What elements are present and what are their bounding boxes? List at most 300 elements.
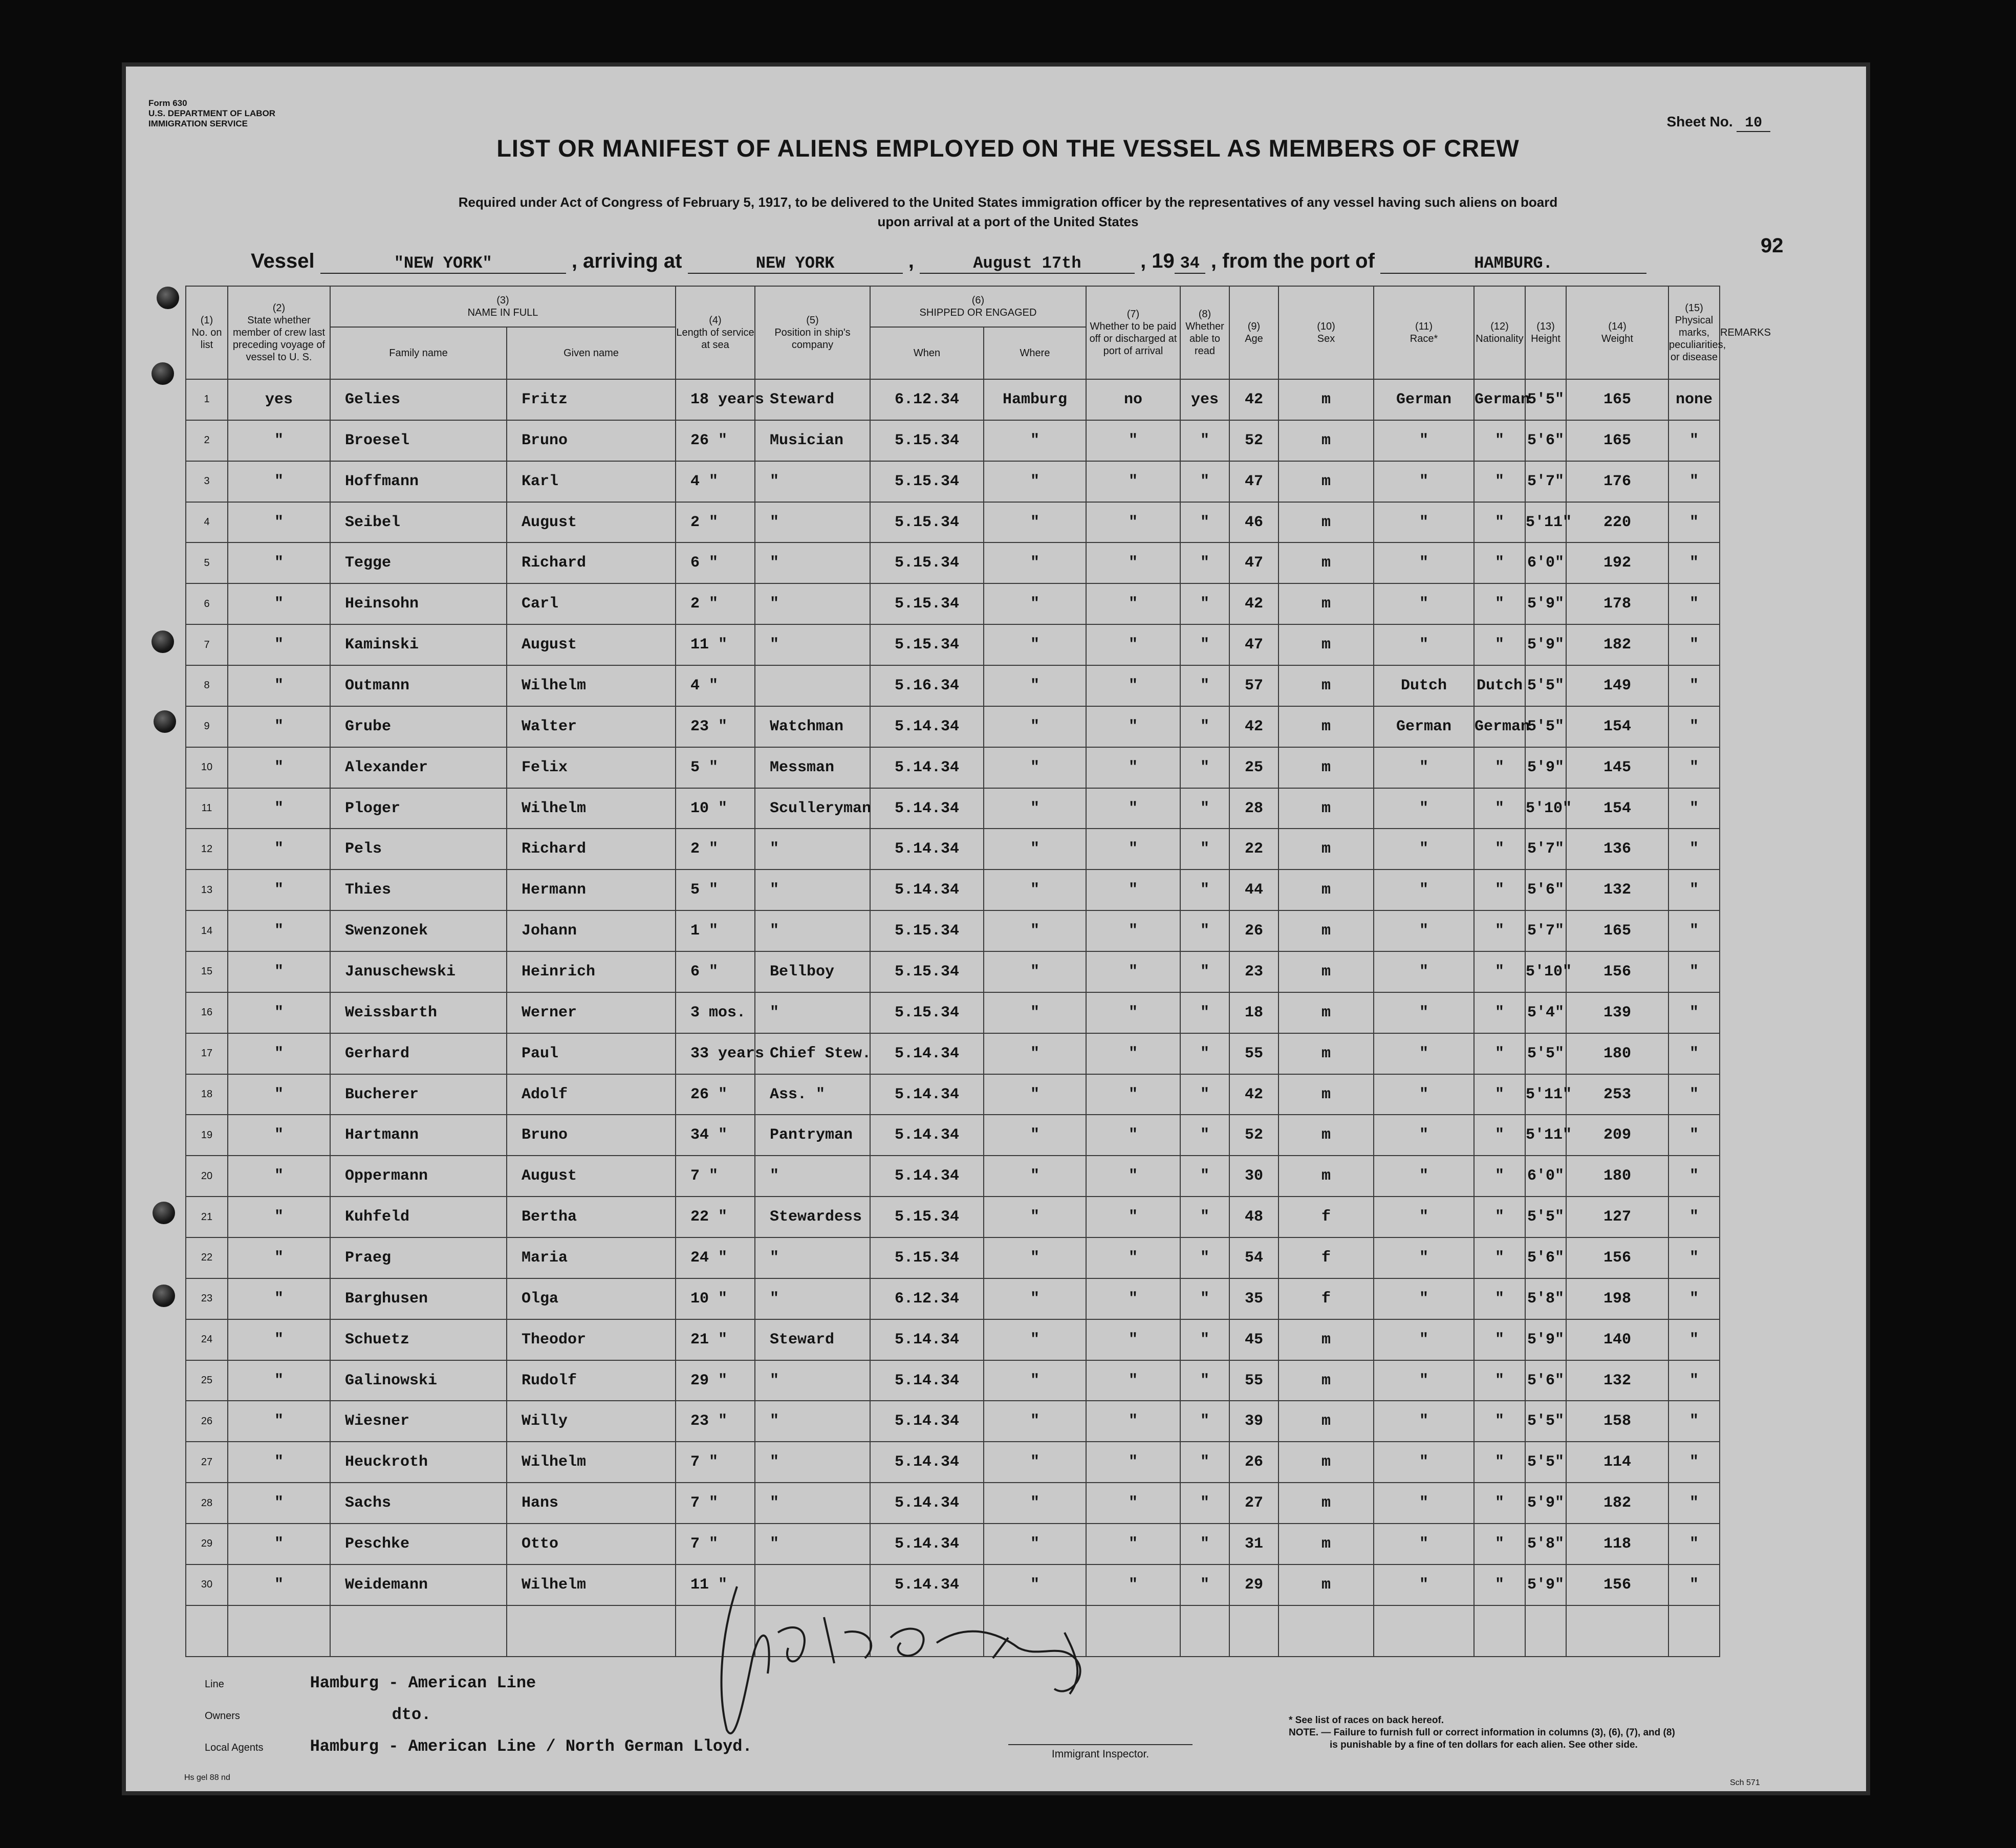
- length-of-service-cell: 26 ": [676, 1074, 755, 1115]
- physical-marks-cell: ": [1668, 788, 1720, 829]
- form-number: Form 630: [148, 98, 187, 108]
- position-cell: ": [755, 869, 870, 910]
- paid-off-cell: ": [1086, 420, 1180, 461]
- length-of-service-cell: 33 years: [676, 1033, 755, 1074]
- family-name-cell: Hartmann: [330, 1115, 507, 1156]
- blank-cell: [1474, 1605, 1525, 1657]
- table-row: [186, 992, 1720, 1033]
- race-cell: ": [1374, 1156, 1474, 1197]
- family-name-cell: Sachs: [330, 1483, 507, 1524]
- race-cell: ": [1374, 747, 1474, 788]
- paid-off-cell: ": [1086, 1524, 1180, 1564]
- shipped-when-cell: 5.15.34: [870, 502, 984, 543]
- position-cell: ": [755, 992, 870, 1033]
- col-header-service: (4) Length of service at sea: [676, 286, 755, 379]
- row-number-cell: 6: [186, 583, 228, 624]
- given-name-cell: Karl: [507, 461, 676, 502]
- height-cell: 5'6": [1525, 1237, 1566, 1278]
- blank-cell: [1525, 1605, 1566, 1657]
- col-header-where: Where: [984, 327, 1086, 379]
- shipped-where-cell: ": [984, 461, 1086, 502]
- table-row: [186, 624, 1720, 665]
- nationality-cell: ": [1474, 1524, 1525, 1564]
- weight-cell: 114: [1566, 1442, 1668, 1483]
- previous-voyage-cell: ": [228, 1360, 330, 1401]
- shipped-where-cell: ": [984, 1401, 1086, 1442]
- length-of-service-cell: 11 ": [676, 1564, 755, 1605]
- family-name-cell: Swenzonek: [330, 910, 507, 951]
- sex-cell: m: [1278, 583, 1374, 624]
- height-cell: 5'8": [1525, 1524, 1566, 1564]
- sex-cell: m: [1278, 1074, 1374, 1115]
- col-header-previous-voyage: (2) State whether member of crew last preceding voyage of vessel to U. S.: [228, 286, 330, 379]
- row-number-cell: 8: [186, 665, 228, 706]
- col-header-position: (5) Position in ship's company: [755, 286, 870, 379]
- row-number-cell: 24: [186, 1319, 228, 1360]
- able-to-read-cell: ": [1180, 420, 1229, 461]
- paid-off-cell: ": [1086, 747, 1180, 788]
- given-name-cell: Walter: [507, 706, 676, 747]
- race-cell: German: [1374, 379, 1474, 420]
- able-to-read-cell: yes: [1180, 379, 1229, 420]
- height-cell: 5'5": [1525, 1401, 1566, 1442]
- sex-cell: m: [1278, 788, 1374, 829]
- length-of-service-cell: 11 ": [676, 624, 755, 665]
- crew-rows: [186, 379, 1720, 1657]
- sex-cell: m: [1278, 910, 1374, 951]
- row-number-cell: 18: [186, 1074, 228, 1115]
- col-header-number: (1) No. on list: [186, 286, 228, 379]
- race-cell: ": [1374, 542, 1474, 583]
- age-cell: 55: [1229, 1033, 1278, 1074]
- shipped-where-cell: ": [984, 542, 1086, 583]
- able-to-read-cell: ": [1180, 1524, 1229, 1564]
- nationality-cell: ": [1474, 788, 1525, 829]
- shipped-when-cell: 5.16.34: [870, 665, 984, 706]
- table-row: [186, 379, 1720, 420]
- shipped-when-cell: 5.15.34: [870, 910, 984, 951]
- physical-marks-cell: ": [1668, 1074, 1720, 1115]
- table-row: [186, 1442, 1720, 1483]
- binder-hole: [154, 710, 176, 733]
- shipped-when-cell: 5.14.34: [870, 747, 984, 788]
- age-cell: 39: [1229, 1401, 1278, 1442]
- length-of-service-cell: 7 ": [676, 1483, 755, 1524]
- weight-cell: 118: [1566, 1524, 1668, 1564]
- age-cell: 42: [1229, 379, 1278, 420]
- able-to-read-cell: ": [1180, 829, 1229, 869]
- nationality-cell: ": [1474, 1074, 1525, 1115]
- length-of-service-cell: 7 ": [676, 1524, 755, 1564]
- shipped-when-cell: 5.15.34: [870, 542, 984, 583]
- col-header-read: (8) Whether able to read: [1180, 286, 1229, 379]
- form-identifier: [148, 98, 275, 129]
- race-cell: Dutch: [1374, 665, 1474, 706]
- nationality-cell: ": [1474, 502, 1525, 543]
- col-header-race: (11) Race*: [1374, 286, 1474, 379]
- physical-marks-cell: ": [1668, 992, 1720, 1033]
- previous-voyage-cell: ": [228, 583, 330, 624]
- given-name-cell: Hans: [507, 1483, 676, 1524]
- shipped-when-cell: 5.14.34: [870, 1564, 984, 1605]
- length-of-service-cell: 6 ": [676, 951, 755, 992]
- col-header-age: (9) Age: [1229, 286, 1278, 379]
- table-row: [186, 420, 1720, 461]
- owners-value: dto.: [392, 1705, 431, 1724]
- height-cell: 5'5": [1525, 1033, 1566, 1074]
- sex-cell: m: [1278, 1524, 1374, 1564]
- able-to-read-cell: ": [1180, 788, 1229, 829]
- vessel-line: Vessel "NEW YORK" , arriving at NEW YORK , August 17th , 19 34 , from the port of HAMBURG.: [251, 250, 1646, 274]
- given-name-cell: Theodor: [507, 1319, 676, 1360]
- shipped-where-cell: ": [984, 869, 1086, 910]
- shipped-where-cell: ": [984, 624, 1086, 665]
- previous-voyage-cell: ": [228, 1156, 330, 1197]
- crew-manifest-table: [185, 286, 1726, 1657]
- shipped-where-cell: ": [984, 583, 1086, 624]
- length-of-service-cell: 4 ": [676, 461, 755, 502]
- length-of-service-cell: 24 ": [676, 1237, 755, 1278]
- nationality-cell: ": [1474, 1197, 1525, 1237]
- given-name-cell: Felix: [507, 747, 676, 788]
- nationality-cell: ": [1474, 542, 1525, 583]
- height-cell: 5'10": [1525, 951, 1566, 992]
- sex-cell: m: [1278, 1483, 1374, 1524]
- height-cell: 6'0": [1525, 1156, 1566, 1197]
- age-cell: 22: [1229, 829, 1278, 869]
- col-header-shipped: (6) SHIPPED OR ENGAGED: [870, 286, 1086, 327]
- given-name-cell: Johann: [507, 910, 676, 951]
- paid-off-cell: ": [1086, 706, 1180, 747]
- previous-voyage-cell: ": [228, 1197, 330, 1237]
- shipped-when-cell: 5.14.34: [870, 1033, 984, 1074]
- able-to-read-cell: ": [1180, 1360, 1229, 1401]
- year-prefix: , 19: [1140, 250, 1175, 272]
- family-name-cell: Thies: [330, 869, 507, 910]
- table-row: [186, 829, 1720, 869]
- sex-cell: m: [1278, 1401, 1374, 1442]
- physical-marks-cell: ": [1668, 747, 1720, 788]
- blank-cell: [330, 1605, 507, 1657]
- row-number-cell: 7: [186, 624, 228, 665]
- height-cell: 5'11": [1525, 502, 1566, 543]
- previous-voyage-cell: ": [228, 1564, 330, 1605]
- owners-label: Owners: [205, 1710, 240, 1722]
- nationality-cell: ": [1474, 869, 1525, 910]
- able-to-read-cell: ": [1180, 910, 1229, 951]
- nationality-cell: ": [1474, 1033, 1525, 1074]
- race-cell: ": [1374, 461, 1474, 502]
- nationality-cell: ": [1474, 1564, 1525, 1605]
- height-cell: 5'7": [1525, 910, 1566, 951]
- row-number-cell: 12: [186, 829, 228, 869]
- family-name-cell: Barghusen: [330, 1278, 507, 1319]
- shipped-where-cell: ": [984, 1197, 1086, 1237]
- row-number-cell: 11: [186, 788, 228, 829]
- age-cell: 35: [1229, 1278, 1278, 1319]
- given-name-cell: Bruno: [507, 1115, 676, 1156]
- height-cell: 5'9": [1525, 1483, 1566, 1524]
- family-name-cell: Outmann: [330, 665, 507, 706]
- shipped-where-cell: ": [984, 1319, 1086, 1360]
- length-of-service-cell: 22 ": [676, 1197, 755, 1237]
- race-cell: ": [1374, 1564, 1474, 1605]
- race-cell: ": [1374, 624, 1474, 665]
- physical-marks-cell: ": [1668, 665, 1720, 706]
- weight-cell: 165: [1566, 379, 1668, 420]
- length-of-service-cell: 10 ": [676, 1278, 755, 1319]
- given-name-cell: Otto: [507, 1524, 676, 1564]
- row-number-cell: 17: [186, 1033, 228, 1074]
- able-to-read-cell: ": [1180, 1401, 1229, 1442]
- vessel-label: Vessel: [251, 250, 315, 272]
- age-cell: 55: [1229, 1360, 1278, 1401]
- shipped-where-cell: ": [984, 706, 1086, 747]
- nationality-cell: ": [1474, 992, 1525, 1033]
- able-to-read-cell: ": [1180, 665, 1229, 706]
- able-to-read-cell: ": [1180, 1442, 1229, 1483]
- given-name-cell: Bruno: [507, 420, 676, 461]
- race-cell: ": [1374, 1115, 1474, 1156]
- sex-cell: m: [1278, 1033, 1374, 1074]
- physical-marks-cell: ": [1668, 1278, 1720, 1319]
- race-cell: ": [1374, 1278, 1474, 1319]
- physical-marks-cell: ": [1668, 951, 1720, 992]
- position-cell: ": [755, 624, 870, 665]
- able-to-read-cell: ": [1180, 1278, 1229, 1319]
- position-cell: Watchman: [755, 706, 870, 747]
- length-of-service-cell: 7 ": [676, 1442, 755, 1483]
- position-cell: ": [755, 829, 870, 869]
- physical-marks-cell: ": [1668, 461, 1720, 502]
- physical-marks-cell: ": [1668, 1197, 1720, 1237]
- nationality-cell: ": [1474, 420, 1525, 461]
- row-number-cell: 28: [186, 1483, 228, 1524]
- table-row: [186, 1115, 1720, 1156]
- family-name-cell: Peschke: [330, 1524, 507, 1564]
- previous-voyage-cell: ": [228, 665, 330, 706]
- paid-off-cell: ": [1086, 1564, 1180, 1605]
- col-header-family-name: Family name: [330, 327, 507, 379]
- shipped-where-cell: ": [984, 1074, 1086, 1115]
- family-name-cell: Wiesner: [330, 1401, 507, 1442]
- col-header-weight: (14) Weight: [1566, 286, 1668, 379]
- nationality-cell: Dutch: [1474, 665, 1525, 706]
- family-name-cell: Gerhard: [330, 1033, 507, 1074]
- weight-cell: 158: [1566, 1401, 1668, 1442]
- shipped-when-cell: 5.15.34: [870, 1237, 984, 1278]
- weight-cell: 139: [1566, 992, 1668, 1033]
- nationality-cell: ": [1474, 1442, 1525, 1483]
- binder-hole: [151, 631, 174, 653]
- weight-cell: 178: [1566, 583, 1668, 624]
- height-cell: 5'11": [1525, 1115, 1566, 1156]
- physical-marks-cell: ": [1668, 1564, 1720, 1605]
- height-cell: 5'5": [1525, 1197, 1566, 1237]
- height-cell: 5'9": [1525, 1319, 1566, 1360]
- family-name-cell: Weidemann: [330, 1564, 507, 1605]
- given-name-cell: Adolf: [507, 1074, 676, 1115]
- previous-voyage-cell: ": [228, 542, 330, 583]
- physical-marks-cell: ": [1668, 829, 1720, 869]
- paid-off-cell: ": [1086, 1319, 1180, 1360]
- col-header-name: (3) NAME IN FULL: [330, 286, 676, 327]
- weight-cell: 165: [1566, 420, 1668, 461]
- family-name-cell: Heuckroth: [330, 1442, 507, 1483]
- able-to-read-cell: ": [1180, 461, 1229, 502]
- physical-marks-cell: ": [1668, 1115, 1720, 1156]
- previous-voyage-cell: ": [228, 747, 330, 788]
- shipped-when-cell: 5.14.34: [870, 829, 984, 869]
- shipped-when-cell: 5.14.34: [870, 1074, 984, 1115]
- able-to-read-cell: ": [1180, 1319, 1229, 1360]
- race-cell: German: [1374, 706, 1474, 747]
- sex-cell: m: [1278, 1442, 1374, 1483]
- age-cell: 28: [1229, 788, 1278, 829]
- length-of-service-cell: 10 ": [676, 788, 755, 829]
- height-cell: 5'9": [1525, 583, 1566, 624]
- previous-voyage-cell: ": [228, 1074, 330, 1115]
- shipped-when-cell: 5.14.34: [870, 1115, 984, 1156]
- able-to-read-cell: ": [1180, 1237, 1229, 1278]
- height-cell: 5'7": [1525, 829, 1566, 869]
- blank-cell: [1566, 1605, 1668, 1657]
- age-cell: 46: [1229, 502, 1278, 543]
- age-cell: 25: [1229, 747, 1278, 788]
- table-row: [186, 542, 1720, 583]
- previous-voyage-cell: ": [228, 992, 330, 1033]
- given-name-cell: Paul: [507, 1033, 676, 1074]
- height-cell: 5'5": [1525, 706, 1566, 747]
- length-of-service-cell: 29 ": [676, 1360, 755, 1401]
- height-cell: 5'4": [1525, 992, 1566, 1033]
- shipped-where-cell: ": [984, 1483, 1086, 1524]
- family-name-cell: Gelies: [330, 379, 507, 420]
- able-to-read-cell: ": [1180, 1115, 1229, 1156]
- vessel-name: "NEW YORK": [320, 254, 566, 274]
- position-cell: ": [755, 542, 870, 583]
- race-cell: ": [1374, 502, 1474, 543]
- table-row: [186, 951, 1720, 992]
- table-row: [186, 869, 1720, 910]
- age-cell: 47: [1229, 542, 1278, 583]
- family-name-cell: Weissbarth: [330, 992, 507, 1033]
- binder-hole: [153, 1202, 175, 1224]
- row-number-cell: 2: [186, 420, 228, 461]
- age-cell: 18: [1229, 992, 1278, 1033]
- binder-hole: [151, 362, 174, 385]
- nationality-cell: ": [1474, 583, 1525, 624]
- paid-off-cell: ": [1086, 461, 1180, 502]
- col-header-given-name: Given name: [507, 327, 676, 379]
- shipped-where-cell: ": [984, 829, 1086, 869]
- paid-off-cell: ": [1086, 1237, 1180, 1278]
- physical-marks-cell: ": [1668, 1237, 1720, 1278]
- able-to-read-cell: ": [1180, 992, 1229, 1033]
- blank-cell: [1229, 1605, 1278, 1657]
- immigrant-inspector-label: Immigrant Inspector.: [1008, 1744, 1193, 1760]
- length-of-service-cell: 3 mos.: [676, 992, 755, 1033]
- shipped-where-cell: ": [984, 1237, 1086, 1278]
- family-name-cell: Januschewski: [330, 951, 507, 992]
- previous-voyage-cell: ": [228, 1278, 330, 1319]
- given-name-cell: Werner: [507, 992, 676, 1033]
- arriving-label: , arriving at: [571, 250, 682, 272]
- row-number-cell: 10: [186, 747, 228, 788]
- shipped-when-cell: 5.15.34: [870, 420, 984, 461]
- height-cell: 5'6": [1525, 1360, 1566, 1401]
- sex-cell: f: [1278, 1197, 1374, 1237]
- weight-cell: 156: [1566, 1564, 1668, 1605]
- shipped-when-cell: 5.14.34: [870, 1483, 984, 1524]
- race-cell: ": [1374, 583, 1474, 624]
- family-name-cell: Kuhfeld: [330, 1197, 507, 1237]
- weight-cell: 176: [1566, 461, 1668, 502]
- age-cell: 42: [1229, 1074, 1278, 1115]
- nationality-cell: ": [1474, 1278, 1525, 1319]
- previous-voyage-cell: ": [228, 910, 330, 951]
- able-to-read-cell: ": [1180, 502, 1229, 543]
- row-number-cell: 22: [186, 1237, 228, 1278]
- service-name: IMMIGRATION SERVICE: [148, 119, 248, 128]
- sheet-number: [1666, 114, 1770, 131]
- row-number-cell: 21: [186, 1197, 228, 1237]
- height-cell: 5'5": [1525, 665, 1566, 706]
- shipped-when-cell: 5.14.34: [870, 1319, 984, 1360]
- shipped-when-cell: 5.15.34: [870, 1197, 984, 1237]
- paid-off-cell: ": [1086, 1115, 1180, 1156]
- shipped-where-cell: ": [984, 1360, 1086, 1401]
- table-row: [186, 1156, 1720, 1197]
- paid-off-cell: ": [1086, 951, 1180, 992]
- shipped-where-cell: ": [984, 747, 1086, 788]
- able-to-read-cell: ": [1180, 542, 1229, 583]
- row-number-cell: 29: [186, 1524, 228, 1564]
- owners-row: [205, 1705, 431, 1724]
- physical-marks-cell: ": [1668, 583, 1720, 624]
- weight-cell: 149: [1566, 665, 1668, 706]
- position-cell: Pantryman: [755, 1115, 870, 1156]
- age-cell: 31: [1229, 1524, 1278, 1564]
- able-to-read-cell: ": [1180, 583, 1229, 624]
- shipped-when-cell: 5.14.34: [870, 1524, 984, 1564]
- length-of-service-cell: 23 ": [676, 1401, 755, 1442]
- race-cell: ": [1374, 1033, 1474, 1074]
- blank-cell: [1374, 1605, 1474, 1657]
- sex-cell: m: [1278, 992, 1374, 1033]
- age-cell: 47: [1229, 624, 1278, 665]
- able-to-read-cell: ": [1180, 1033, 1229, 1074]
- shipped-when-cell: 5.15.34: [870, 992, 984, 1033]
- physical-marks-cell: ": [1668, 869, 1720, 910]
- row-number-cell: 5: [186, 542, 228, 583]
- paid-off-cell: ": [1086, 910, 1180, 951]
- shipped-when-cell: 5.15.34: [870, 951, 984, 992]
- family-name-cell: Bucherer: [330, 1074, 507, 1115]
- race-cell: ": [1374, 951, 1474, 992]
- age-cell: 52: [1229, 1115, 1278, 1156]
- height-cell: 5'9": [1525, 624, 1566, 665]
- position-cell: Steward: [755, 1319, 870, 1360]
- age-cell: 27: [1229, 1483, 1278, 1524]
- length-of-service-cell: 2 ": [676, 502, 755, 543]
- nationality-cell: ": [1474, 951, 1525, 992]
- page-subtitle: [0, 192, 2016, 231]
- length-of-service-cell: 1 ": [676, 910, 755, 951]
- race-cell: ": [1374, 1442, 1474, 1483]
- position-cell: Stewardess: [755, 1197, 870, 1237]
- height-cell: 5'5": [1525, 1442, 1566, 1483]
